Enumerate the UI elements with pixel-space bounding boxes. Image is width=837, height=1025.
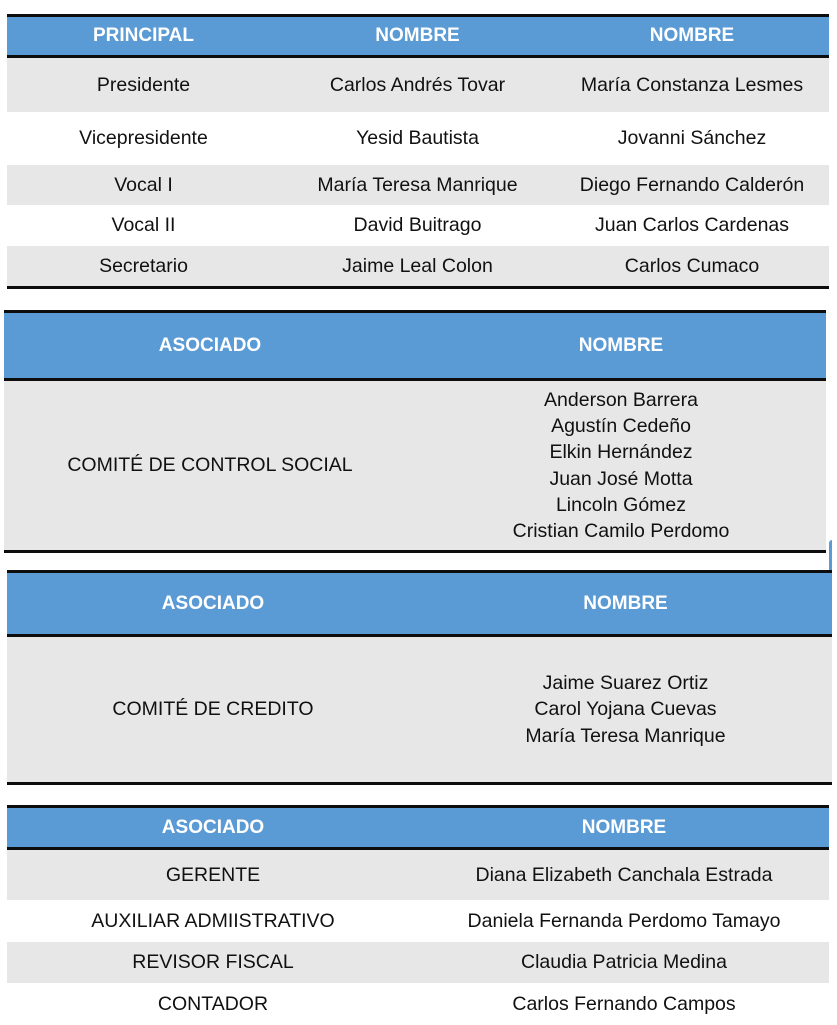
table-row — [7, 205, 829, 246]
principal-name-cell: David Buitrago — [353, 214, 482, 236]
member-name: Anderson Barrera — [544, 388, 698, 411]
table-bottom-border — [7, 286, 829, 289]
staff-table — [7, 805, 829, 1025]
table-header — [7, 573, 832, 634]
committee-name-cell: COMITÉ DE CREDITO — [112, 698, 314, 720]
header-principal: PRINCIPAL — [93, 25, 194, 46]
control-social-table — [4, 310, 826, 553]
table-row — [7, 942, 829, 983]
members-cell — [416, 387, 826, 545]
table-row — [7, 983, 829, 1025]
table-bottom-border — [7, 782, 832, 785]
role-cell: Vicepresidente — [79, 127, 208, 149]
header-nombre: NOMBRE — [581, 816, 667, 838]
table-row — [7, 246, 829, 286]
members-list — [525, 670, 725, 749]
board-table — [7, 14, 829, 289]
role-cell: Vocal II — [111, 214, 176, 236]
substitute-name-cell: Jovanni Sánchez — [617, 127, 767, 149]
principal-name-cell: Jaime Leal Colon — [342, 254, 493, 277]
member-name: Jaime Suarez Ortiz — [542, 672, 709, 695]
member-name: Elkin Hernández — [549, 441, 693, 464]
name-cell: Diana Elizabeth Canchala Estrada — [475, 863, 773, 886]
member-name: Agustín Cedeño — [551, 414, 691, 437]
principal-name-cell: Yesid Bautista — [356, 127, 479, 149]
principal-name-cell: Carlos Andrés Tovar — [329, 73, 506, 96]
table-bottom-border — [4, 550, 826, 553]
table-row — [7, 58, 829, 112]
members-list — [513, 387, 730, 545]
role-cell: Vocal I — [114, 173, 173, 196]
edge-fragment — [829, 540, 832, 572]
position-cell: AUXILIAR ADMIISTRATIVO — [91, 909, 335, 932]
substitute-name-cell: María Constanza Lesmes — [580, 73, 804, 96]
table-header — [7, 17, 829, 55]
header-asociado: ASOCIADO — [158, 334, 262, 356]
committee-name-cell: COMITÉ DE CONTROL SOCIAL — [67, 454, 353, 476]
table-row — [7, 850, 829, 900]
member-name: Lincoln Gómez — [555, 493, 687, 516]
role-cell: Secretario — [99, 254, 188, 277]
position-cell: REVISOR FISCAL — [132, 951, 294, 973]
substitute-name-cell: Diego Fernando Calderón — [579, 173, 805, 196]
credito-table — [7, 570, 832, 785]
name-cell: Carlos Fernando Campos — [512, 992, 736, 1015]
table-row — [4, 381, 826, 550]
member-name: Cristian Camilo Perdomo — [512, 520, 730, 543]
member-name: Carol Yojana Cuevas — [534, 698, 717, 721]
table-header — [7, 808, 829, 847]
role-cell: Presidente — [96, 73, 191, 96]
principal-name-cell: María Teresa Manrique — [317, 173, 518, 196]
name-cell: Daniela Fernanda Perdomo Tamayo — [467, 909, 781, 932]
member-name: Juan José Motta — [549, 467, 693, 490]
substitute-name-cell: Juan Carlos Cardenas — [594, 214, 790, 236]
table-row — [7, 165, 829, 205]
name-cell: Claudia Patricia Medina — [521, 951, 727, 973]
table-row — [7, 900, 829, 942]
position-cell: CONTADOR — [157, 992, 269, 1015]
table-row — [7, 637, 832, 782]
member-name: María Teresa Manrique — [525, 724, 726, 747]
members-cell — [419, 670, 832, 749]
header-asociado: ASOCIADO — [161, 592, 265, 614]
header-nombre-suplente: NOMBRE — [649, 25, 735, 46]
header-asociado: ASOCIADO — [161, 816, 265, 838]
position-cell: GERENTE — [165, 863, 261, 886]
header-nombre-principal: NOMBRE — [375, 25, 460, 46]
table-row — [7, 112, 829, 165]
table-header — [4, 313, 826, 378]
header-nombre: NOMBRE — [578, 334, 664, 356]
header-nombre: NOMBRE — [583, 592, 668, 614]
substitute-name-cell: Carlos Cumaco — [624, 254, 760, 277]
